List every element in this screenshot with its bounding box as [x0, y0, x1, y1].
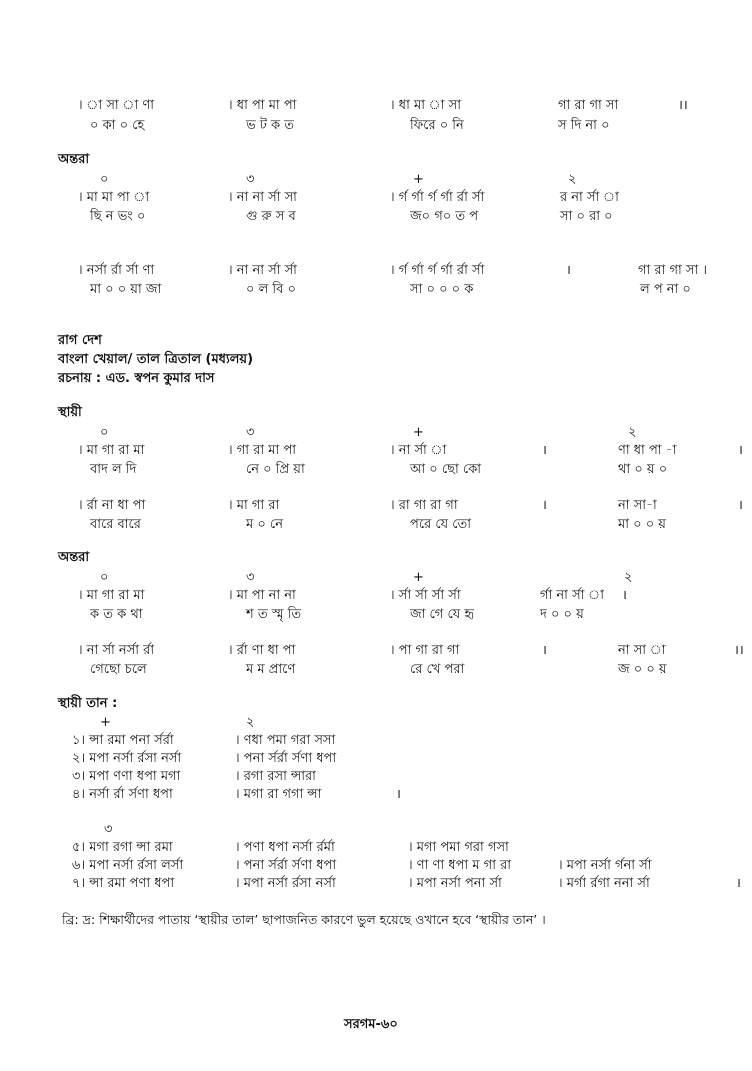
antara1-r2-lyric-4: ল প না ০	[640, 282, 691, 297]
sthayi-r2-lyric-2: ম ০ নে	[246, 517, 283, 532]
taan-row-7-b: । মপা নর্সা র্রসা নর্সা	[235, 876, 336, 891]
top-lyric-2: ভ ট ক ত	[246, 118, 295, 133]
taan-row-2-b: । পনা র্সর্রা র্সণা ধপা	[235, 751, 337, 766]
erratum-note: ব্রি: দ্র: শিক্ষার্থীদের পাতায় ‘স্থায়ীর তাল’ ছাপাজনিত কারণে ভুল হয়েছে ওখানে হবে ‘স্থায়ীর তান’ ।	[62, 912, 546, 927]
antara1-r1-sargam-4: র না র্সা া	[560, 190, 619, 205]
taan-row-7-bar: ।	[736, 876, 741, 891]
sthayi-r1-sargam-4: ণা ধা পা -া	[618, 443, 677, 458]
antara1-marker-0: ০	[100, 172, 109, 187]
sthayi-r2-lyric-3: পরে যে তো	[410, 517, 472, 532]
taan-marker-3: ৩	[104, 822, 113, 837]
antara1-r2-lyric-3: সা ০ ০ ০ ক	[410, 282, 474, 297]
taan-row-2-a: ২। মপা নর্সা র্রসা নর্সা	[72, 751, 182, 766]
sthayi-r2-lyric-1: বারে বারে	[90, 517, 141, 532]
antara2-marker-plus: +	[413, 570, 424, 585]
antara2-marker-3: ৩	[246, 570, 255, 585]
sthayi-marker-3: ৩	[246, 425, 255, 440]
top-lyric-1: ০ কা ০ হে	[90, 118, 145, 133]
antara1-r2-lyric-2: ০ ল বি ০	[246, 282, 296, 297]
sthayi-r1-lyric-1: বাদ ল দি	[90, 462, 137, 477]
antara2-r1-lyric-1: ক ত ক থা	[90, 607, 143, 622]
top-lyric-4: স দি না ০	[558, 118, 610, 133]
antara2-r1-lyric-4: দ ০ ০ য়	[540, 607, 584, 622]
top-sargam-1: । া সা া ণা	[78, 98, 154, 113]
sthayi-r2-sargam-4: না সা-া	[618, 498, 657, 513]
taan-row-7-d: । মর্গা র্রগা ননা র্সা	[558, 876, 650, 891]
antara2-r1-sargam-1: । মা গা রা মা	[78, 588, 145, 603]
antara2-r2-sargam-4: না সা া	[618, 643, 666, 658]
taan-row-5-c: । মগা পমা গরা গসা	[408, 840, 509, 855]
antara2-r1-sargam-2: । মা পা না না	[228, 588, 296, 603]
sthayi-r2-sargam-1: । র্রা না ধা পা	[78, 498, 146, 513]
antara1-r2-sargam-2: । না না র্সা র্সা	[228, 263, 297, 278]
sthayi-r1-lyric-3: আ ০ ছো কো	[410, 462, 482, 477]
antara1-r1-lyric-1: ছি ন ভং ০	[90, 209, 146, 224]
antara2-heading: অন্তরা	[58, 550, 90, 565]
raga-genre: বাংলা খেয়াল/ তাল ত্রিতাল (মধ্যলয়)	[58, 352, 254, 367]
sthayi-marker-0: ০	[100, 425, 109, 440]
antara1-r1-lyric-2: গু রু স ব	[246, 209, 296, 224]
taan-row-6-b: । পনা র্সর্রা র্সণা ধপা	[235, 858, 337, 873]
antara1-marker-plus: +	[413, 172, 424, 187]
top-sargam-3: । ধা মা া সা	[390, 98, 461, 113]
antara1-r2-sargam-3: । র্গ র্গা র্গ র্গা র্রা র্সা	[390, 263, 485, 278]
antara1-r2-sargam-1: । নর্সা র্রা র্সা ণা	[78, 263, 155, 278]
sthayi-r1-sargam-1: । মা গা রা মা	[78, 443, 145, 458]
sthayi-marker-2: ২	[628, 425, 637, 440]
antara1-r2-lyric-1: মা ০ ০ য়া জা	[90, 282, 162, 297]
antara1-r2-bar: ।	[566, 263, 571, 278]
raga-composer: রচনায় : এড. স্বপন কুমার দাস	[58, 371, 215, 386]
taan-row-6-d: । মপা নর্সা র্গনা র্সা	[558, 858, 652, 873]
taan-marker-plus: +	[100, 715, 111, 730]
page-footer: সরগম-৬০	[344, 1017, 398, 1032]
antara2-r2-lyric-2: ম ম প্রাণে	[246, 662, 296, 677]
antara2-r2-bar: ।	[542, 643, 547, 658]
sthayi-r1-sargam-3: । না র্সা া	[390, 443, 447, 458]
antara2-r1-lyric-2: শ ত স্মৃ তি	[246, 607, 302, 622]
taan-row-3-a: ৩। মপা ণণা ধপা মগা	[72, 769, 181, 784]
sthayi-r1-bar-end: ।	[738, 443, 743, 458]
antara2-r1-lyric-3: জা গে যে হৃ	[410, 607, 475, 622]
sthayi-marker-plus: +	[413, 425, 424, 440]
sthayi-r2-sargam-3: । রা গা রা গা	[390, 498, 458, 513]
taan-row-3-b: । রগা রসা ন্সারা	[235, 769, 316, 784]
taan-row-5-b: । পণা ধপা নর্সা র্রর্মা	[235, 840, 335, 855]
taan-heading: স্থায়ী তান :	[58, 696, 118, 711]
sthayi-r2-bar-end: ।	[738, 498, 743, 513]
raga-name: রাগ দেশ	[58, 333, 102, 348]
sthayi-r2-lyric-4: মা ০ ০ য়	[618, 517, 666, 532]
taan-row-1-b: । ণধা পমা গরা সসা	[235, 733, 336, 748]
taan-row-4-a: ৪। নর্সা র্রা র্সণা ধপা	[72, 787, 173, 802]
antara2-marker-2: ২	[624, 570, 633, 585]
taan-row-4-b: । মগা রা গগা ন্সা	[235, 787, 322, 802]
taan-row-7-c: । মপা নর্সা পনা র্সা	[408, 876, 502, 891]
antara1-r1-lyric-3: জ০ গ০ ত প	[410, 209, 479, 224]
sthayi-r2-bar: ।	[542, 498, 547, 513]
antara2-r2-sargam-2: । র্রা ণা ধা পা	[228, 643, 296, 658]
taan-row-1-a: ১। ন্সা রমা পনা র্সর্রা	[72, 733, 174, 748]
top-lyric-3: ফিরে ০ নি	[410, 118, 464, 133]
antara2-r2-lyric-4: জ ০ ০ য়	[618, 662, 667, 677]
antara2-r2-lyric-1: গেছো চলে	[90, 662, 147, 677]
taan-row-6-a: ৬। মপা নর্সা র্রসা লর্সা	[72, 858, 184, 873]
antara1-r1-sargam-1: । মা মা পা া	[78, 190, 150, 205]
top-sargam-2: । ধা পা মা পা	[228, 98, 297, 113]
antara1-r1-sargam-3: । র্গ র্গা র্গ র্গা র্রা র্সা	[390, 190, 485, 205]
sthayi-heading: স্থায়ী	[58, 405, 82, 420]
antara1-r1-lyric-4: সা ০ রা ০	[560, 209, 613, 224]
sthayi-r1-lyric-4: থা ০ য় ০	[618, 462, 668, 477]
antara1-r2-sargam-4: গা রা গা সা ।	[638, 263, 708, 278]
antara2-r1-sargam-3: । র্সা র্সা র্সা র্সা	[390, 588, 461, 603]
top-sargam-4: গা রা গা সা	[558, 98, 619, 113]
antara1-marker-3: ৩	[246, 172, 255, 187]
taan-row-7-a: ৭। ন্সা রমা পণা ধপা	[72, 876, 175, 891]
taan-row-4-bar: ।	[396, 787, 401, 802]
top-bar-end: ।।	[678, 98, 688, 113]
antara2-r2-sargam-1: । না র্সা নর্সা র্রা	[78, 643, 155, 658]
sthayi-r2-sargam-2: । মা গা রা	[228, 498, 280, 513]
antara2-r1-bar: ।	[622, 588, 627, 603]
taan-row-5-a: ৫। মগা রগা ন্সা রমা	[72, 840, 173, 855]
antara2-r2-lyric-3: রে খে পরা	[410, 662, 465, 677]
antara1-r1-sargam-2: । না না র্সা সা	[228, 190, 297, 205]
antara1-marker-2: ২	[568, 172, 577, 187]
antara2-r2-sargam-3: । পা গা রা গা	[390, 643, 460, 658]
antara2-marker-0: ০	[100, 570, 109, 585]
sthayi-r1-bar: ।	[542, 443, 547, 458]
antara2-r1-sargam-4: র্গা না র্সা া	[540, 588, 604, 603]
taan-row-6-c: । ণা ণা ধপা ম গা রা	[408, 858, 512, 873]
antara1-heading: অন্তরা	[58, 152, 90, 167]
taan-marker-2: ২	[246, 715, 255, 730]
antara2-r2-bar-end: ।।	[734, 643, 744, 658]
sthayi-r1-sargam-2: । গা রা মা পা	[228, 443, 296, 458]
sthayi-r1-lyric-2: নে ০ প্রি য়া	[246, 462, 305, 477]
